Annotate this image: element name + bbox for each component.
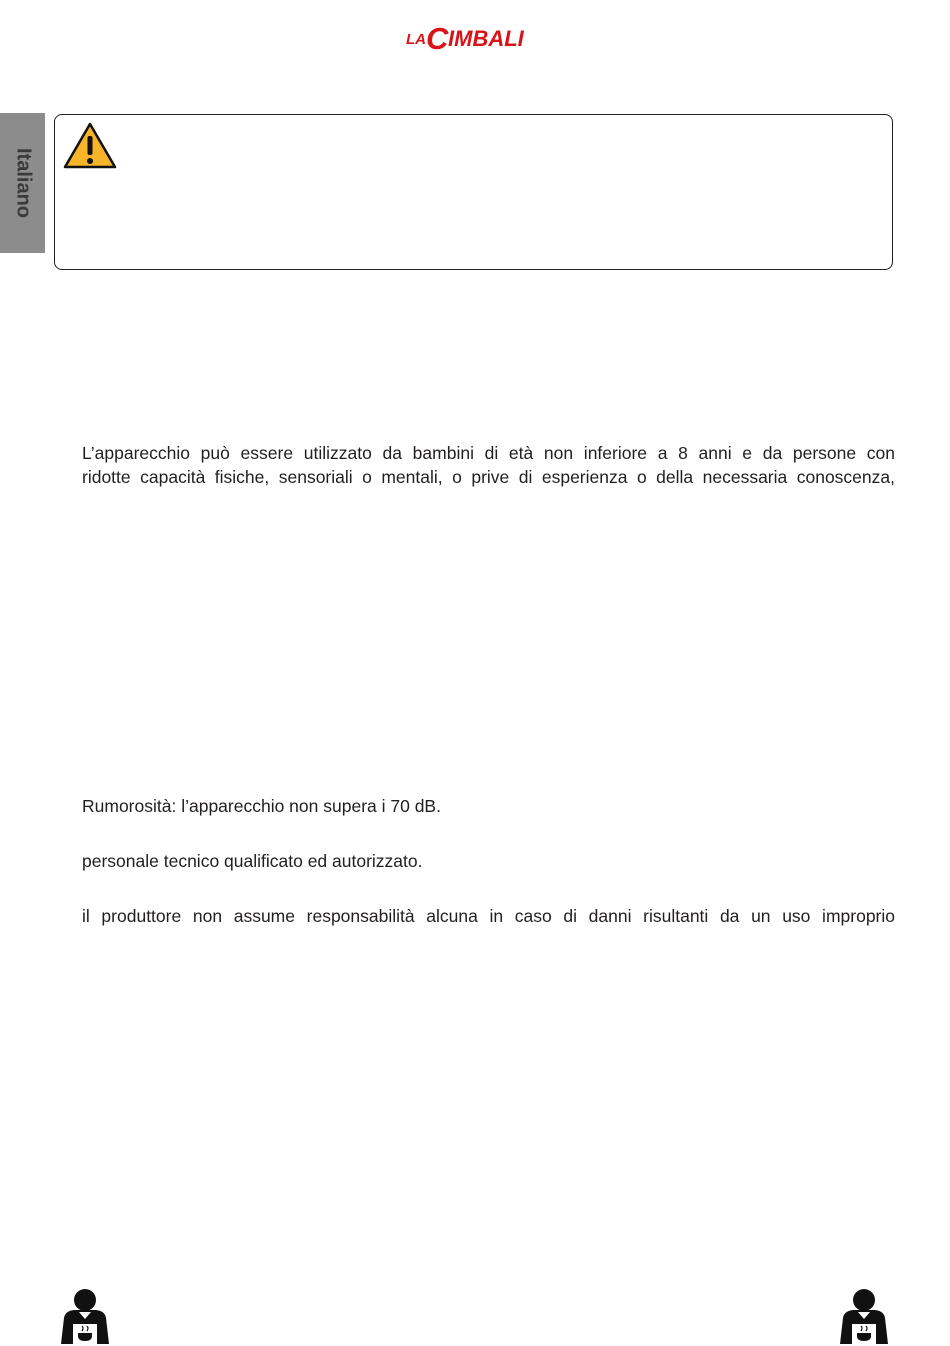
noise-statement: Rumorosità: l’apparecchio non supera i 70 dB. xyxy=(82,796,441,816)
svg-text:IMBALI: IMBALI xyxy=(448,26,524,51)
paragraph-line: personale tecnico qualificato ed autorizzato. xyxy=(82,851,423,871)
warning-triangle-icon xyxy=(63,121,117,169)
svg-text:C: C xyxy=(426,21,449,56)
paragraph-line: ridotte capacità fisiche, sensoriali o mentali, o prive di esperienza o della necessaria conoscenza, xyxy=(82,467,895,487)
paragraph-line: il produttore non assume responsabilità alcuna in caso di danni risultanti da un uso improprio xyxy=(82,906,895,926)
svg-text:LA: LA xyxy=(406,31,426,48)
language-label: Italiano xyxy=(12,147,34,219)
barista-icon xyxy=(55,1288,115,1344)
paragraph-line: L’apparecchio può essere utilizzato da bambini di età non inferiore a 8 anni e da persone con xyxy=(82,443,895,463)
lacimbali-logo xyxy=(398,18,558,58)
language-tab xyxy=(0,113,45,253)
warning-box xyxy=(54,114,893,270)
barista-icon xyxy=(834,1288,894,1344)
